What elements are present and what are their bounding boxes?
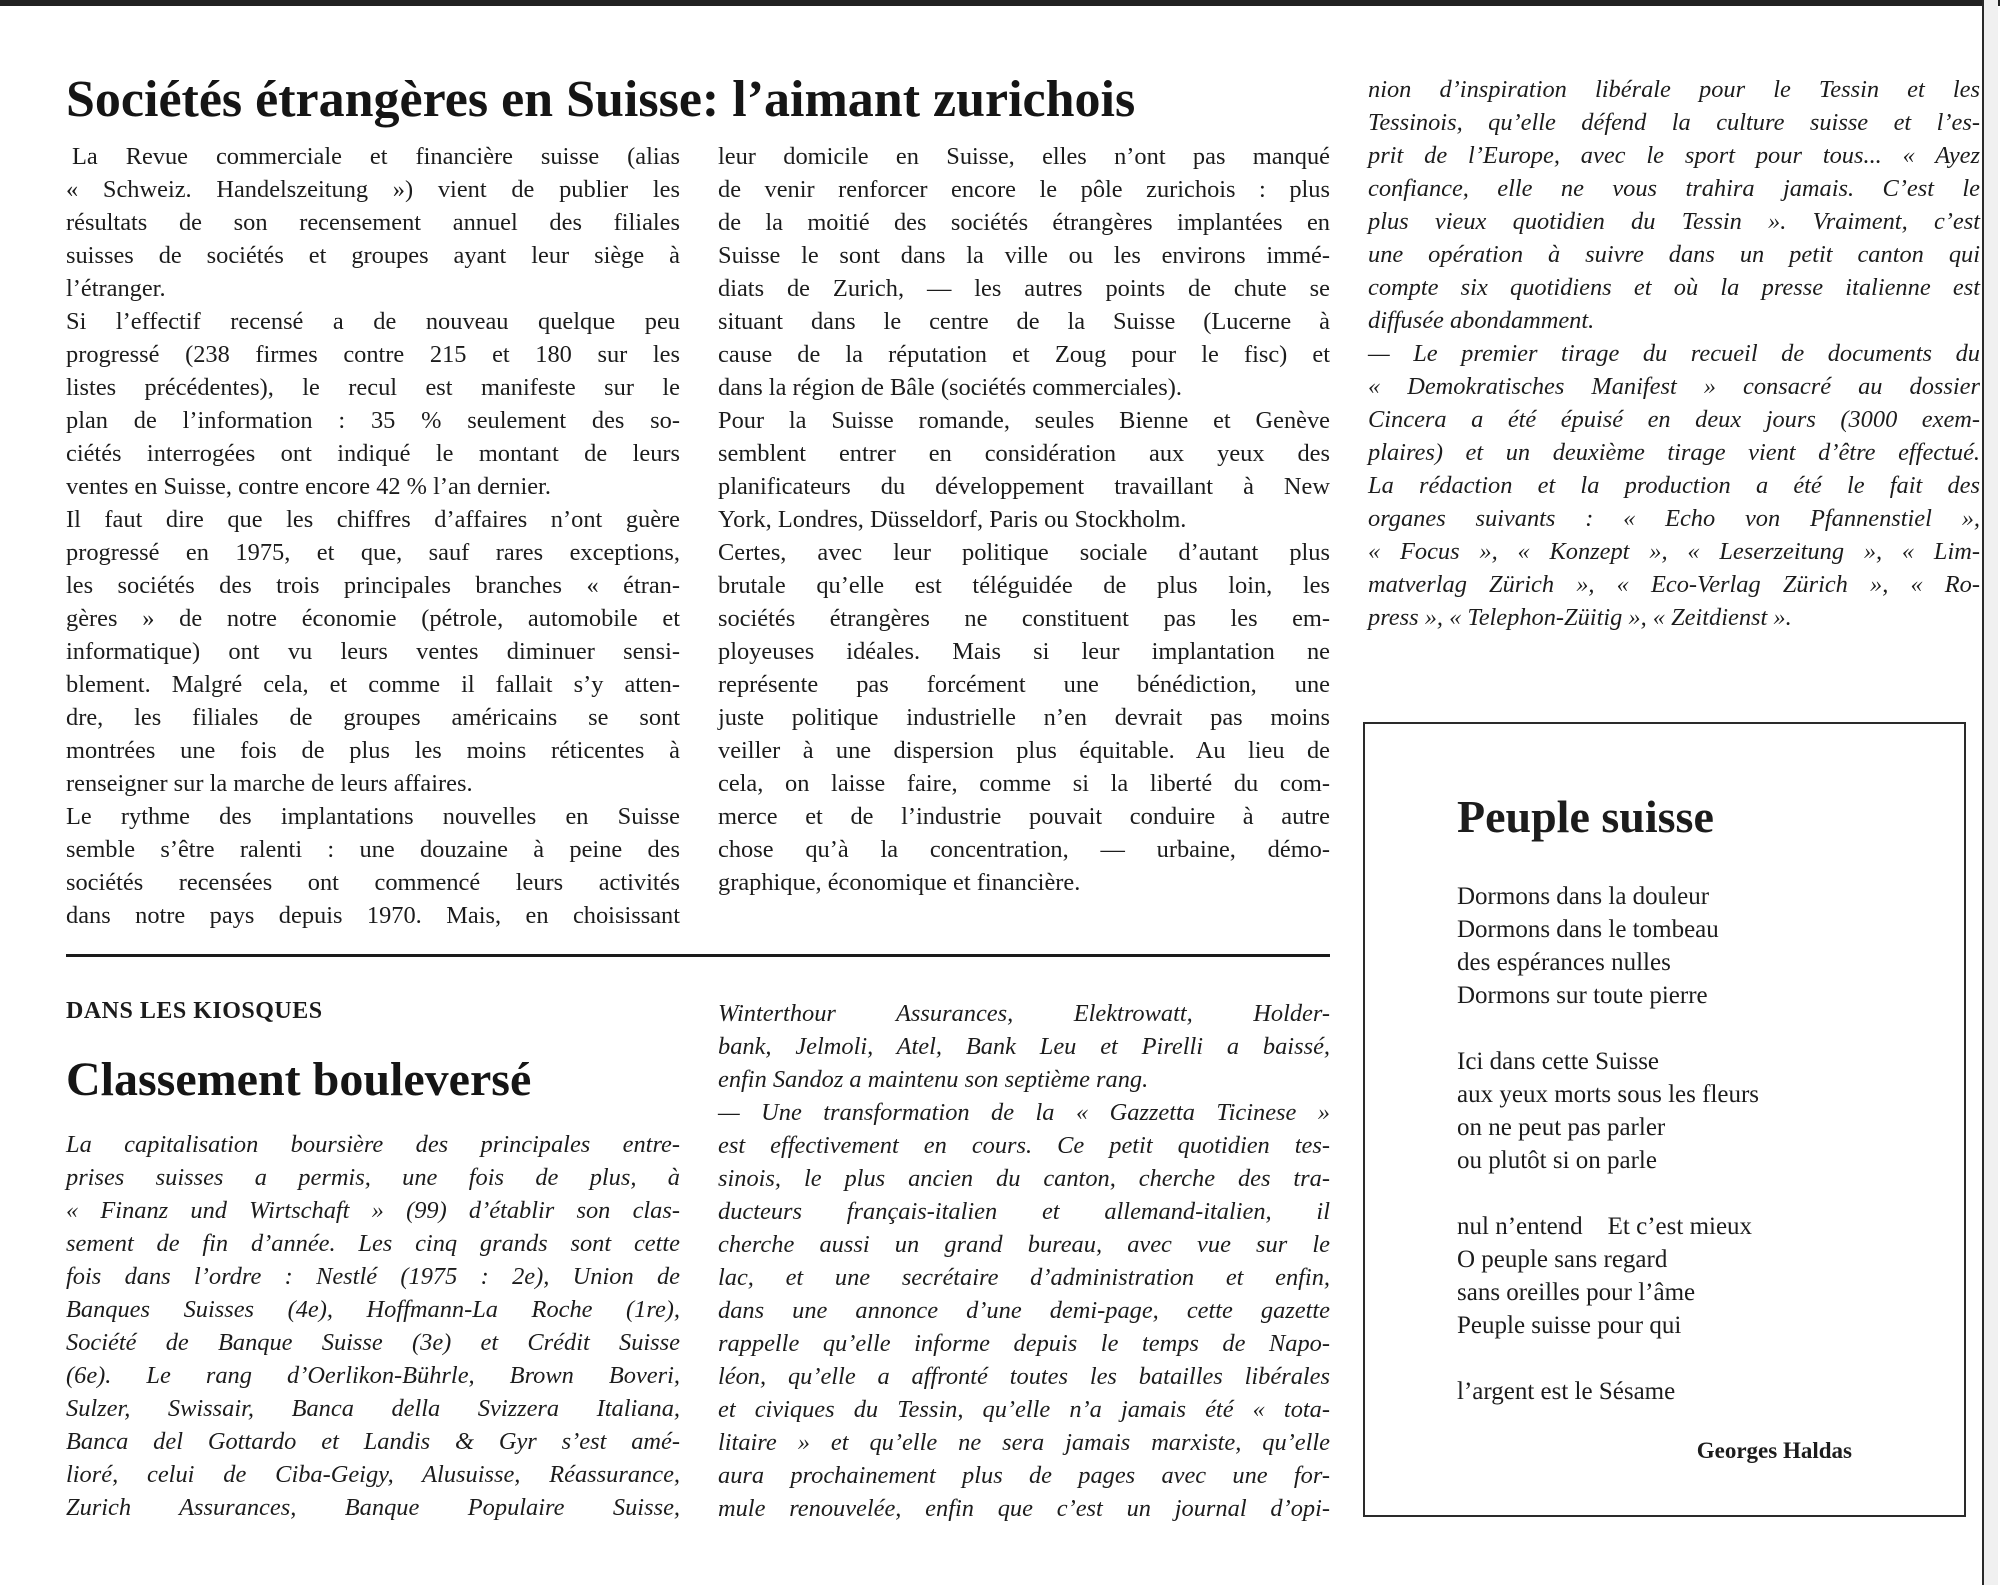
poem-author: Georges Haldas (1696, 1438, 1852, 1463)
text-line: prises suisses a permis, une fois de plus, à (66, 1164, 680, 1191)
text-line: est effectivement en cours. Ce petit quotidien tes- (718, 1132, 1330, 1159)
text-line: plus vieux quotidien du Tessin ». Vraiment, c’est (1368, 208, 1980, 235)
text-line: léon, qu’elle a affronté toutes les batailles libérales (718, 1363, 1330, 1390)
text-line: veiller à une dispersion plus équitable. Au lieu de (718, 737, 1330, 764)
poem-line: Dormons dans le tombeau (1457, 916, 1719, 943)
text-line: press », « Telephon-Züitig », « Zeitdienst ». (1368, 604, 1792, 631)
text-line: blement. Malgré cela, et comme il fallait s’y atten- (66, 671, 680, 698)
poem-line: ou plutôt si on parle (1457, 1147, 1657, 1174)
text-line: cela, on laisse faire, comme si la liberté du com- (718, 770, 1330, 797)
text-line: La rédaction et la production a été le fait des (1368, 472, 1980, 499)
text-line: résultats de son recensement annuel des filiales (66, 209, 680, 236)
text-line: planificateurs du développement travaillant à New (718, 473, 1330, 500)
text-line: dans une annonce d’une demi-page, cette gazette (718, 1297, 1330, 1324)
text-line: sinois, le plus ancien du canton, cherche des tra- (718, 1165, 1330, 1192)
article-2-column-1 (66, 1128, 680, 1524)
text-line: Si l’effectif recensé a de nouveau quelque peu (66, 308, 680, 335)
text-line: Tessinois, qu’elle défend la culture suisse et l’es- (1368, 109, 1980, 136)
text-line: juste politique industrielle n’en devrait pas moins (718, 704, 1330, 731)
poem-line: sans oreilles pour l’âme (1457, 1279, 1696, 1306)
poem-line: l’argent est le Sésame (1457, 1378, 1676, 1405)
text-line: nion d’inspiration libérale pour le Tessin et les (1368, 76, 1980, 103)
text-line: organes suivants : « Echo von Pfannenstiel », (1368, 505, 1980, 532)
continued-column (1368, 73, 1980, 634)
text-line: La capitalisation boursière des principales entre- (66, 1131, 680, 1158)
text-line: gères » de notre économie (pétrole, automobile et (66, 605, 680, 632)
text-line: diffusée abondamment. (1368, 307, 1595, 334)
poem-line: O peuple sans regard (1457, 1246, 1668, 1273)
text-line: confiance, elle ne vous trahira jamais. C’est le (1368, 175, 1980, 202)
text-line: informatique) ont vu leurs ventes diminuer sensi- (66, 638, 680, 665)
text-line: diats de Zurich, — les autres points de chute se (718, 275, 1330, 302)
text-line: progressé (238 firmes contre 215 et 180 sur les (66, 341, 680, 368)
text-line: sociétés étrangères ne constituent pas les em- (718, 605, 1330, 632)
text-line: « Demokratisches Manifest » consacré au dossier (1368, 373, 1980, 400)
text-line: merce et de l’industrie pouvait conduire à autre (718, 803, 1330, 830)
text-line: plaires) et un deuxième tirage vient d’être effectué. (1368, 439, 1980, 466)
text-line: dre, les filiales de groupes américains se sont (66, 704, 680, 731)
article-column-2 (718, 140, 1330, 899)
text-line: Suisse le sont dans la ville ou les environs immé- (718, 242, 1330, 269)
article-column-1 (66, 140, 680, 932)
article-2-column-2 (718, 997, 1330, 1525)
poem-stanza (1457, 880, 1719, 1012)
text-line: de venir renforcer encore le pôle zurichois : plus (718, 176, 1330, 203)
text-line: montrées une fois de plus les moins réticentes à (66, 737, 680, 764)
poem-line: des espérances nulles (1457, 949, 1671, 976)
poem-line: Dormons dans la douleur (1457, 883, 1710, 910)
text-line: situant dans le centre de la Suisse (Lucerne à (718, 308, 1330, 335)
article-title: Sociétés étrangères en Suisse: l’aimant zurichois (66, 71, 1136, 128)
text-line: Zurich Assurances, Banque Populaire Suisse, (66, 1494, 680, 1521)
text-line: brutale qu’elle est téléguidée de plus loin, les (718, 572, 1330, 599)
text-line: rappelle qu’elle informe depuis le temps de Napo- (718, 1330, 1330, 1357)
text-line: prit de l’Europe, avec le sport pour tous... « Ayez (1368, 142, 1980, 169)
text-line: bank, Jelmoli, Atel, Bank Leu et Pirelli a baissé, (718, 1033, 1330, 1060)
text-line: matverlag Zürich », « Eco-Verlag Zürich », « Ro- (1368, 571, 1980, 598)
text-line: ducteurs français-italien et allemand-italien, il (718, 1198, 1330, 1225)
text-line: de la moitié des sociétés étrangères implantées en (718, 209, 1330, 236)
text-line: Pour la Suisse romande, seules Bienne et Genève (718, 407, 1330, 434)
text-line: « Focus », « Konzept », « Leserzeitung », « Lim- (1368, 538, 1980, 565)
text-line: Cincera a été épuisé en deux jours (3000 exem- (1368, 406, 1980, 433)
poem-line: nul n’entend Et c’est mieux (1457, 1213, 1753, 1240)
text-line: leur domicile en Suisse, elles n’ont pas manqué (718, 143, 1330, 170)
text-line: (6e). Le rang d’Oerlikon-Bührle, Brown Boveri, (66, 1362, 680, 1389)
text-line: semble s’être ralenti : une douzaine à peine des (66, 836, 680, 863)
text-line: enfin Sandoz a maintenu son septième rang. (718, 1066, 1149, 1093)
poem-stanza (1457, 1045, 1759, 1177)
text-line: renseigner sur la marche de leurs affaires. (66, 770, 473, 797)
text-line: mule renouvelée, enfin que c’est un journal d’opi- (718, 1495, 1330, 1522)
text-line: « Schweiz. Handelszeitung ») vient de publier les (66, 176, 680, 203)
poem-line: Dormons sur toute pierre (1457, 982, 1708, 1009)
text-line: lioré, celui de Ciba-Geigy, Alusuisse, Réassurance, (66, 1461, 680, 1488)
poem-line: aux yeux morts sous les fleurs (1457, 1081, 1760, 1108)
text-line: les sociétés des trois principales branches « étran- (66, 572, 680, 599)
text-line: représente pas forcément une bénédiction, une (718, 671, 1330, 698)
text-line: sociétés recensées ont commencé leurs activités (66, 869, 680, 896)
text-line: aura prochainement plus de pages avec une for- (718, 1462, 1330, 1489)
text-line: ciétés interrogées ont indiqué le montant de leurs (66, 440, 680, 467)
poem-stanza (1457, 1210, 1752, 1342)
poem-line: on ne peut pas parler (1457, 1114, 1666, 1141)
text-line: graphique, économique et financière. (718, 869, 1081, 896)
text-line: Le rythme des implantations nouvelles en Suisse (66, 803, 680, 830)
text-line: Banca del Gottardo et Landis & Gyr s’est amé- (66, 1428, 680, 1455)
text-line: La Revue commerciale et financière suisse (alias (72, 143, 680, 170)
text-line: ventes en Suisse, contre encore 42 % l’an dernier. (66, 473, 551, 500)
text-line: chose qu’à la concentration, — urbaine, démo- (718, 836, 1330, 863)
poem-title: Peuple suisse (1457, 791, 1714, 842)
text-line: listes précédentes), le recul est manifeste sur le (66, 374, 680, 401)
text-line: fois dans l’ordre : Nestlé (1975 : 2e), Union de (66, 1263, 680, 1290)
text-line: Winterthour Assurances, Elektrowatt, Holder- (718, 1000, 1330, 1027)
text-line: plan de l’information : 35 % seulement des so- (66, 407, 680, 434)
text-line: Société de Banque Suisse (3e) et Crédit Suisse (66, 1329, 680, 1356)
article-title-2: Classement bouleversé (66, 1053, 532, 1106)
text-line: suisses de sociétés et groupes ayant leur siège à (66, 242, 680, 269)
text-line: Certes, avec leur politique sociale d’autant plus (718, 539, 1330, 566)
text-line: ployeuses idéales. Mais si leur implantation ne (718, 638, 1330, 665)
text-line: litaire » et qu’elle ne sera jamais marxiste, qu’elle (718, 1429, 1330, 1456)
text-line: progressé en 1975, et que, sauf rares exceptions, (66, 539, 680, 566)
text-line: sement de fin d’année. Les cinq grands sont cette (66, 1230, 680, 1257)
poem-line: Peuple suisse pour qui (1457, 1312, 1682, 1339)
poem-box (1363, 722, 1966, 1517)
text-line: Sulzer, Swissair, Banca della Svizzera Italiana, (66, 1395, 680, 1422)
text-line: une opération à suivre dans un petit canton qui (1368, 241, 1980, 268)
text-line: cause de la réputation et Zoug pour le fisc) et (718, 341, 1330, 368)
text-line: — Le premier tirage du recueil de documents du (1368, 340, 1980, 367)
text-line: York, Londres, Düsseldorf, Paris ou Stockholm. (718, 506, 1187, 533)
text-line: et civiques du Tessin, qu’elle n’a jamais été « tota- (718, 1396, 1330, 1423)
text-line: l’étranger. (66, 275, 166, 302)
text-line: lac, et une secrétaire d’administration et enfin, (718, 1264, 1330, 1291)
text-line: dans notre pays depuis 1970. Mais, en choisissant (66, 902, 680, 929)
poem-line: Ici dans cette Suisse (1457, 1048, 1660, 1075)
text-line: compte six quotidiens et où la presse italienne est (1368, 274, 1980, 301)
section-kicker: DANS LES KIOSQUES (66, 998, 323, 1024)
page-edge (1982, 0, 1998, 1585)
text-line: « Finanz und Wirtschaft » (99) d’établir son clas- (66, 1197, 680, 1224)
text-line: semblent entrer en considération aux yeux des (718, 440, 1330, 467)
poem-stanza (1457, 1375, 1675, 1408)
text-line: cherche aussi un grand bureau, avec vue sur le (718, 1231, 1330, 1258)
text-line: — Une transformation de la « Gazzetta Ticinese » (718, 1099, 1330, 1126)
text-line: dans la région de Bâle (sociétés commerciales). (718, 374, 1182, 401)
top-border-rule (0, 0, 2000, 6)
text-line: Il faut dire que les chiffres d’affaires n’ont guère (66, 506, 680, 533)
text-line: Banques Suisses (4e), Hoffmann-La Roche (1re), (66, 1296, 680, 1323)
section-divider (66, 954, 1330, 957)
